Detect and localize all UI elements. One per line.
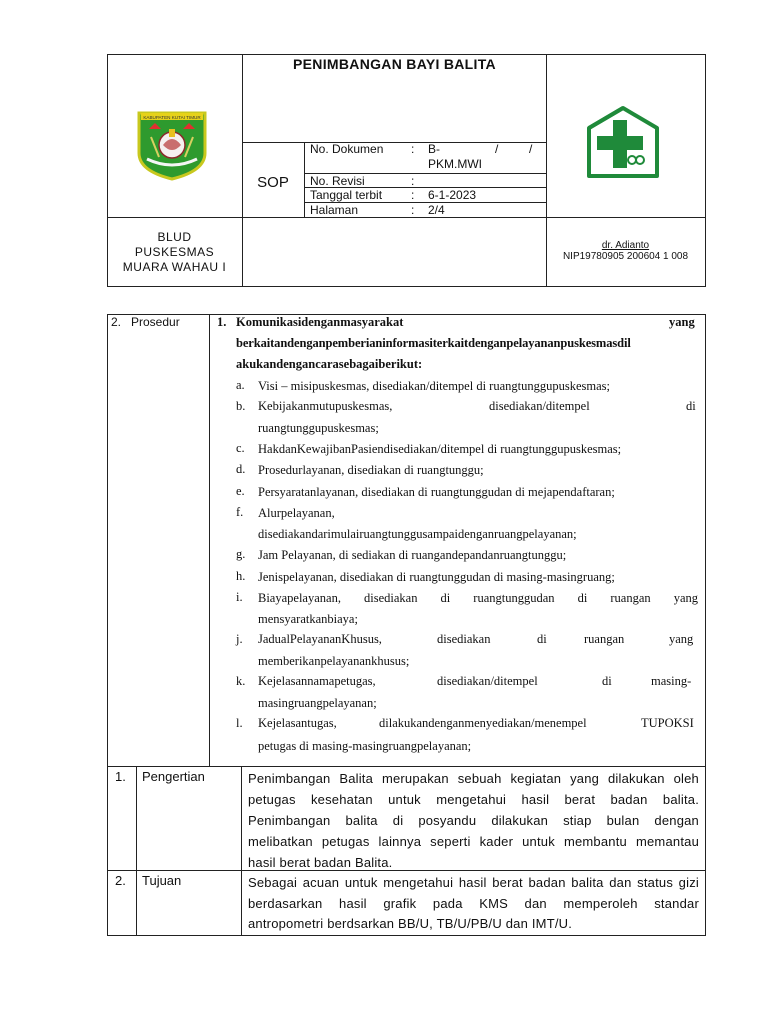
item-letter: h. bbox=[236, 569, 246, 583]
field-value-no-dokumen-b: / bbox=[495, 142, 499, 156]
tujuan-line-2: berdasarkan hasil grafik pada KMS dan memperoleh standar bbox=[248, 896, 699, 911]
puskesmas-logo bbox=[583, 102, 663, 182]
field-sep: : bbox=[411, 142, 415, 156]
prosedur-number: 2. bbox=[111, 315, 122, 329]
item-f-line1: Alurpelayanan, bbox=[258, 506, 335, 520]
tujuan-label: Tujuan bbox=[142, 873, 182, 888]
item-k-line1a: Kejelasannamapetugas, bbox=[258, 674, 376, 688]
item-l-line1c: TUPOKSI bbox=[641, 716, 694, 730]
prosedur-item-number: 1. bbox=[217, 315, 227, 329]
field-value-no-dokumen-c: / bbox=[529, 142, 533, 156]
item-g-line1: Jam Pelayanan, di sediakan di ruangandepandanruangtunggu; bbox=[258, 548, 567, 562]
item-j-line1e: yang bbox=[669, 632, 694, 646]
field-label-no-dokumen: No. Dokumen bbox=[310, 142, 384, 156]
prosedur-label: Prosedur bbox=[131, 315, 180, 329]
item-c-line1: HakdanKewajibanPasiendisediakan/ditempel di ruangtunggupuskesmas; bbox=[258, 442, 622, 456]
tujuan-line-1: Sebagai acuan untuk mengetahui hasil berat badan balita dan status gizi bbox=[248, 875, 699, 890]
org-line-1: BLUD bbox=[157, 230, 192, 244]
org-line-3: MUARA WAHAU I bbox=[122, 260, 227, 274]
item-b-line1a: Kebijakanmutupuskesmas, bbox=[258, 399, 393, 413]
regency-logo bbox=[135, 107, 209, 181]
pengertian-line-1: Penimbangan Balita merupakan sebuah kegiatan yang dilakukan oleh bbox=[248, 771, 699, 786]
org-line-2: PUSKESMAS bbox=[134, 245, 215, 259]
item-a-line1: Visi – misipuskesmas, disediakan/ditempel di ruangtunggupuskesmas; bbox=[258, 379, 610, 393]
prosedur-intro-line1a: Komunikasidenganmasyarakat bbox=[236, 315, 404, 329]
sop-label: SOP bbox=[257, 174, 289, 191]
item-letter: a. bbox=[236, 378, 245, 392]
item-letter: j. bbox=[236, 632, 243, 646]
item-letter: e. bbox=[236, 484, 245, 498]
pengertian-line-4: melibatkan petugas lainnya seperti kader untuk membantu memantau bbox=[248, 834, 699, 849]
prosedur-intro-line3: akukandengancarasebagaiberikut: bbox=[236, 357, 423, 371]
item-l-line1b: dilakukandenganmenyediakan/menempel bbox=[379, 716, 587, 730]
item-b-line1b: disediakan/ditempel bbox=[489, 399, 590, 413]
item-letter: l. bbox=[236, 716, 243, 730]
field-value-tanggal-terbit: 6-1-2023 bbox=[428, 188, 477, 202]
field-label-halaman: Halaman bbox=[310, 203, 359, 217]
item-letter: i. bbox=[236, 590, 243, 604]
pengertian-line-5: hasil berat badan Balita. bbox=[248, 855, 393, 870]
item-b-line2: ruangtunggupuskesmas; bbox=[258, 421, 379, 435]
item-i-line2: mensyaratkanbiaya; bbox=[258, 612, 358, 626]
prosedur-intro-line2: berkaitandenganpemberianinformasiterkaitdenganpelayananpuskesmasdil bbox=[236, 336, 631, 350]
item-b-line1c: di bbox=[686, 399, 696, 413]
field-sep: : bbox=[411, 188, 415, 202]
tujuan-number: 2. bbox=[115, 873, 126, 888]
item-l-line1a: Kejelasantugas, bbox=[258, 716, 337, 730]
field-sep: : bbox=[411, 203, 415, 217]
signer-nip: NIP19780905 200604 1 008 bbox=[562, 251, 689, 262]
item-j-line1d: ruangan bbox=[584, 632, 625, 646]
item-k-line1d: masing- bbox=[651, 674, 692, 688]
tujuan-line-3: antropometri berdsarkan BB/U, TB/U/PB/U dan IMT/U. bbox=[248, 916, 573, 931]
item-h-line1: Jenispelayanan, disediakan di ruangtunggudan di masing-masingruang; bbox=[258, 570, 615, 584]
item-j-line1a: JadualPelayananKhusus, bbox=[258, 632, 382, 646]
prosedur-intro-line1b: yang bbox=[669, 315, 695, 329]
field-sep: : bbox=[411, 174, 415, 188]
item-letter: d. bbox=[236, 462, 246, 476]
item-f-line2: disediakandarimulairuangtunggusampaidenganruangpelayanan; bbox=[258, 527, 577, 541]
item-e-line1: Persyaratanlayanan, disediakan di ruangtunggudan di mejapendaftaran; bbox=[258, 485, 615, 499]
item-j-line1c: di bbox=[537, 632, 547, 646]
pengertian-line-2: petugas kesehatan untuk mengetahui hasil berat badan balita. bbox=[248, 792, 699, 807]
pengertian-line-3: Penimbangan balita di posyandu dilakukan stiap bulan dengan bbox=[248, 813, 699, 828]
signer-name: dr. Adianto bbox=[601, 240, 650, 251]
item-letter: k. bbox=[236, 674, 246, 688]
field-value-halaman: 2/4 bbox=[428, 203, 445, 217]
pengertian-number: 1. bbox=[115, 769, 126, 784]
item-k-line1c: di bbox=[602, 674, 612, 688]
item-d-line1: Prosedurlayanan, disediakan di ruangtunggu; bbox=[258, 463, 484, 477]
pengertian-label: Pengertian bbox=[142, 769, 205, 784]
field-value-no-dokumen-a: B- bbox=[428, 142, 440, 156]
item-k-line2: masingruangpelayanan; bbox=[258, 696, 377, 710]
item-l-line2: petugas di masing-masingruangpelayanan; bbox=[258, 739, 472, 753]
field-label-tanggal-terbit: Tanggal terbit bbox=[310, 188, 383, 202]
item-letter: f. bbox=[236, 505, 244, 519]
item-k-line1b: disediakan/ditempel bbox=[437, 674, 538, 688]
item-letter: g. bbox=[236, 547, 246, 561]
item-i-line1: Biayapelayanan, disediakan di ruangtunggudan di ruangan yang bbox=[258, 591, 698, 605]
item-letter: c. bbox=[236, 441, 245, 455]
item-j-line1b: disediakan bbox=[437, 632, 491, 646]
field-value-no-dokumen-d: PKM.MWI bbox=[428, 157, 482, 171]
item-j-line2: memberikanpelayanankhusus; bbox=[258, 654, 410, 668]
item-letter: b. bbox=[236, 399, 246, 413]
field-label-no-revisi: No. Revisi bbox=[310, 174, 365, 188]
logo-text: KABUPATEN KUTAI TIMUR bbox=[143, 115, 201, 120]
document-title: PENIMBANGAN BAYI BALITA bbox=[293, 56, 496, 72]
